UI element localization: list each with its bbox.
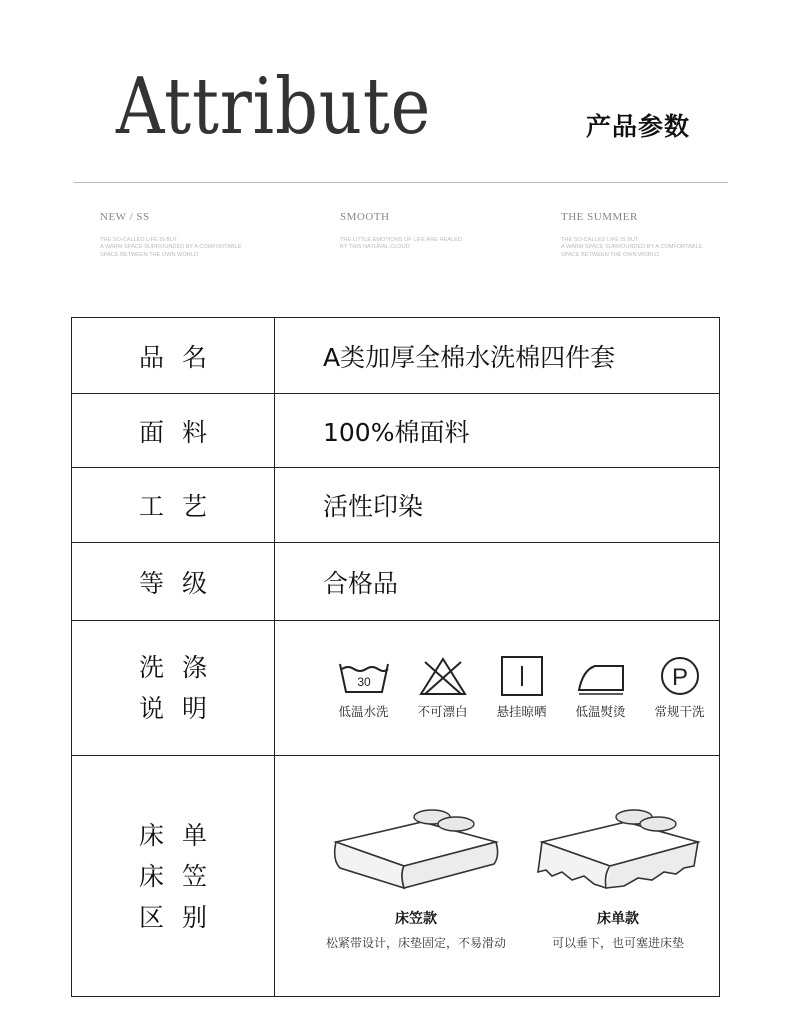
spec-table bbox=[71, 317, 720, 997]
spec-label-line: 洗涤 bbox=[138, 653, 225, 682]
spec-label-line: 区别 bbox=[138, 902, 225, 932]
tagline-new-ss bbox=[100, 211, 320, 259]
care-cell bbox=[275, 621, 720, 756]
care-item bbox=[324, 656, 403, 720]
spec-value: 合格品 bbox=[275, 543, 720, 621]
spec-value: 活性印染 bbox=[275, 468, 720, 543]
spec-label-line: 说明 bbox=[138, 694, 225, 723]
dry-clean-p-icon bbox=[654, 656, 706, 696]
no-bleach-icon bbox=[417, 656, 469, 696]
tagline-line: SPACE BETWEEN THE OWN WORLD bbox=[561, 251, 660, 258]
title-cn: 产品参数 bbox=[586, 112, 691, 141]
spec-value: A类加厚全棉水洗棉四件套 bbox=[275, 318, 720, 394]
bed-name: 床笠款 bbox=[395, 910, 437, 927]
spec-row-wash bbox=[72, 621, 720, 756]
bed-illustrations bbox=[275, 802, 719, 951]
wash-temp: 30 bbox=[356, 675, 371, 689]
header-divider bbox=[74, 182, 728, 183]
spec-label-line: 床单 bbox=[138, 820, 225, 850]
tagline-line: A WARM SPACE SURROUNDED BY A COMFORTABLE bbox=[561, 244, 703, 251]
hang-dry-icon bbox=[496, 656, 548, 696]
spec-row-diff bbox=[72, 756, 720, 997]
bed-cell bbox=[275, 756, 720, 997]
spec-row-name bbox=[72, 318, 720, 394]
tagline-heading: NEW / SS bbox=[100, 211, 150, 223]
spec-label: 面料 bbox=[72, 394, 275, 468]
spec-row-grade bbox=[72, 543, 720, 621]
spec-label: 品名 bbox=[72, 318, 275, 394]
tagline-line: BY THIS NATURAL CLOUD bbox=[340, 244, 410, 251]
care-item bbox=[640, 656, 719, 720]
fitted-sheet-icon bbox=[326, 802, 506, 902]
spec-label: 工艺 bbox=[72, 468, 275, 543]
spec-label bbox=[72, 756, 275, 997]
care-item bbox=[403, 656, 482, 720]
spec-label bbox=[72, 621, 275, 756]
tagline-line: THE SO-CALLED LIFE IS BUT bbox=[100, 237, 178, 243]
tagline-summer bbox=[561, 211, 781, 259]
flat-sheet-icon bbox=[528, 802, 708, 902]
care-item bbox=[561, 656, 640, 720]
bed-desc: 松紧带设计，床垫固定，不易滑动 bbox=[325, 935, 506, 950]
tagline-line: A WARM SPACE SURROUNDED BY A COMFORTABLE bbox=[100, 244, 242, 251]
care-label: 悬挂晾晒 bbox=[496, 704, 547, 719]
spec-label-line: 床笠 bbox=[138, 861, 225, 891]
care-label: 常规干洗 bbox=[654, 704, 705, 719]
spec-row-craft bbox=[72, 468, 720, 543]
flat-sheet-item bbox=[517, 802, 719, 951]
dry-clean-letter: P bbox=[671, 664, 688, 691]
tagline-smooth bbox=[340, 211, 560, 252]
care-item bbox=[482, 656, 561, 720]
care-icons bbox=[275, 656, 719, 720]
spec-row-fabric bbox=[72, 394, 720, 468]
low-iron-icon bbox=[575, 656, 627, 696]
tagline-heading: THE SUMMER bbox=[561, 211, 638, 223]
bed-name: 床单款 bbox=[597, 910, 639, 927]
bed-desc: 可以垂下，也可塞进床垫 bbox=[551, 935, 684, 950]
tagline-line: THE SO-CALLED LIFE IS BUT bbox=[561, 237, 639, 243]
fitted-sheet-item bbox=[315, 802, 517, 951]
tagline-line: THE LITTLE EMOTIONS OF LIFE ARE HEALED bbox=[340, 237, 462, 243]
tagline-heading: SMOOTH bbox=[340, 211, 390, 223]
spec-label: 等级 bbox=[72, 543, 275, 621]
tagline-line: SPACE BETWEEN THE OWN WORLD bbox=[100, 251, 199, 258]
spec-value: 100%棉面料 bbox=[275, 394, 720, 468]
care-label: 不可漂白 bbox=[417, 704, 468, 719]
care-label: 低温水洗 bbox=[338, 704, 389, 719]
wash-30-icon bbox=[338, 656, 390, 696]
title-en: Attribute bbox=[116, 62, 432, 152]
care-label: 低温熨烫 bbox=[575, 704, 626, 719]
